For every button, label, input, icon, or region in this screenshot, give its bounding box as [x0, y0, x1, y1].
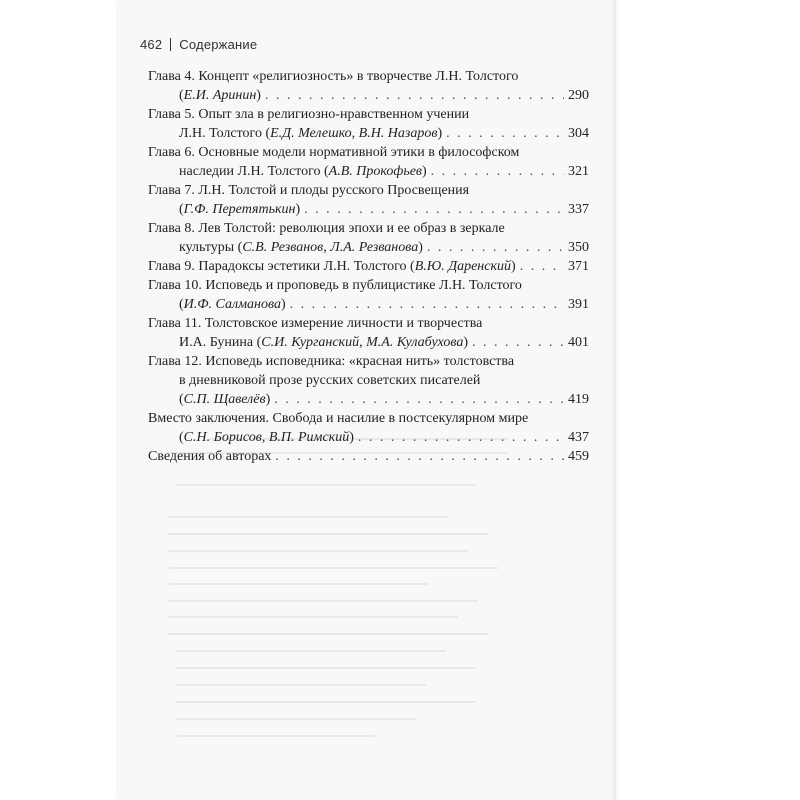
toc-authors: С.П. Щавелёв	[183, 392, 266, 407]
toc-last-line: Сведения об авторах . . . 459	[148, 447, 589, 466]
toc-page-number: 321	[568, 164, 589, 179]
toc-authors: В.Ю. Даренский	[414, 259, 512, 274]
toc-page-number: 437	[568, 430, 589, 445]
toc-authors: Е.И. Аринин	[183, 88, 257, 103]
toc-page-number: 401	[568, 335, 589, 350]
toc-last-line: культуры (С.В. Резванов, Л.А. Резванова) . . . 350	[148, 238, 589, 257]
toc-last-line: Глава 9. Парадоксы эстетики Л.Н. Толстого (В.Ю. Даренский) . . . 371	[148, 257, 589, 276]
toc-line: Глава 5. Опыт зла в религиозно-нравственном учении	[148, 107, 470, 122]
toc-authors: С.И. Курганский, М.А. Кулабухова	[261, 335, 464, 350]
toc-line: Глава 11. Толстовское измерение личности и творчества	[148, 316, 483, 331]
toc-last-line: (И.Ф. Салманова) . . . 391	[148, 295, 589, 314]
leader-dots	[431, 162, 564, 181]
toc-entry	[148, 67, 589, 105]
toc-authors: С.Н. Борисов, В.П. Римский	[183, 430, 350, 445]
toc-authors: Г.Ф. Перетятькин	[183, 202, 296, 217]
toc-last-line: наследии Л.Н. Толстого (А.В. Прокофьев) . . . 321	[148, 162, 589, 181]
table-of-contents	[148, 67, 589, 466]
toc-line: Глава 4. Концепт «религиозность» в творчестве Л.Н. Толстого	[148, 69, 519, 84]
toc-authors: С.В. Резванов, Л.А. Резванова	[242, 240, 419, 255]
header-divider	[170, 38, 171, 51]
toc-page-number: 304	[568, 126, 589, 141]
toc-entry	[148, 143, 589, 181]
toc-entry	[148, 409, 589, 447]
toc-last-line: (С.Н. Борисов, В.П. Римский) . . . 437	[148, 428, 589, 447]
leader-dots	[265, 86, 564, 105]
toc-page-number: 391	[568, 297, 589, 312]
toc-last-line: (С.П. Щавелёв) . . . 419	[148, 390, 589, 409]
leader-dots	[290, 295, 564, 314]
toc-entry	[148, 314, 589, 352]
toc-line: Вместо заключения. Свобода и насилие в постсекулярном мире	[148, 411, 529, 426]
running-head	[140, 37, 257, 52]
toc-line: Глава 6. Основные модели нормативной этики в философском	[148, 145, 520, 160]
leader-dots	[427, 238, 564, 257]
toc-entry	[148, 257, 589, 276]
leader-dots	[446, 124, 564, 143]
toc-entry	[148, 447, 589, 466]
toc-last-line: (Г.Ф. Перетятькин) . . . 337	[148, 200, 589, 219]
leader-dots	[274, 390, 564, 409]
toc-last-line: (Е.И. Аринин) . . . 290	[148, 86, 589, 105]
toc-last-line: Л.Н. Толстого (Е.Д. Мелешко, В.Н. Назаров) . . . 304	[148, 124, 589, 143]
toc-page-number: 290	[568, 88, 589, 103]
toc-authors: Е.Д. Мелешко, В.Н. Назаров	[270, 126, 438, 141]
toc-line: Глава 12. Исповедь исповедника: «красная нить» толстовства	[148, 354, 515, 369]
leader-dots	[520, 257, 564, 276]
toc-entry	[148, 181, 589, 219]
toc-last-line: И.А. Бунина (С.И. Курганский, М.А. Кулабухова) . . . 401	[148, 333, 589, 352]
toc-page-number: 371	[568, 259, 589, 274]
leader-dots	[275, 447, 564, 466]
page-number: 462	[140, 37, 163, 52]
toc-page-number: 459	[568, 449, 589, 464]
toc-authors: А.В. Прокофьев	[328, 164, 422, 179]
toc-entry	[148, 276, 589, 314]
toc-line: Глава 8. Лев Толстой: революция эпохи и ее образ в зеркале	[148, 221, 505, 236]
section-title: Содержание	[179, 37, 258, 52]
toc-entry	[148, 352, 589, 409]
toc-page-number: 350	[568, 240, 589, 255]
toc-entry	[148, 219, 589, 257]
toc-page-number: 419	[568, 392, 589, 407]
toc-page-number: 337	[568, 202, 589, 217]
toc-line: в дневниковой прозе русских советских писателей	[179, 373, 481, 388]
leader-dots	[472, 333, 564, 352]
leader-dots	[358, 428, 564, 447]
toc-authors: И.Ф. Салманова	[183, 297, 281, 312]
toc-entry	[148, 105, 589, 143]
toc-line: Глава 10. Исповедь и проповедь в публицистике Л.Н. Толстого	[148, 278, 522, 293]
toc-line: Глава 7. Л.Н. Толстой и плоды русского Просвещения	[148, 183, 470, 198]
leader-dots	[304, 200, 564, 219]
